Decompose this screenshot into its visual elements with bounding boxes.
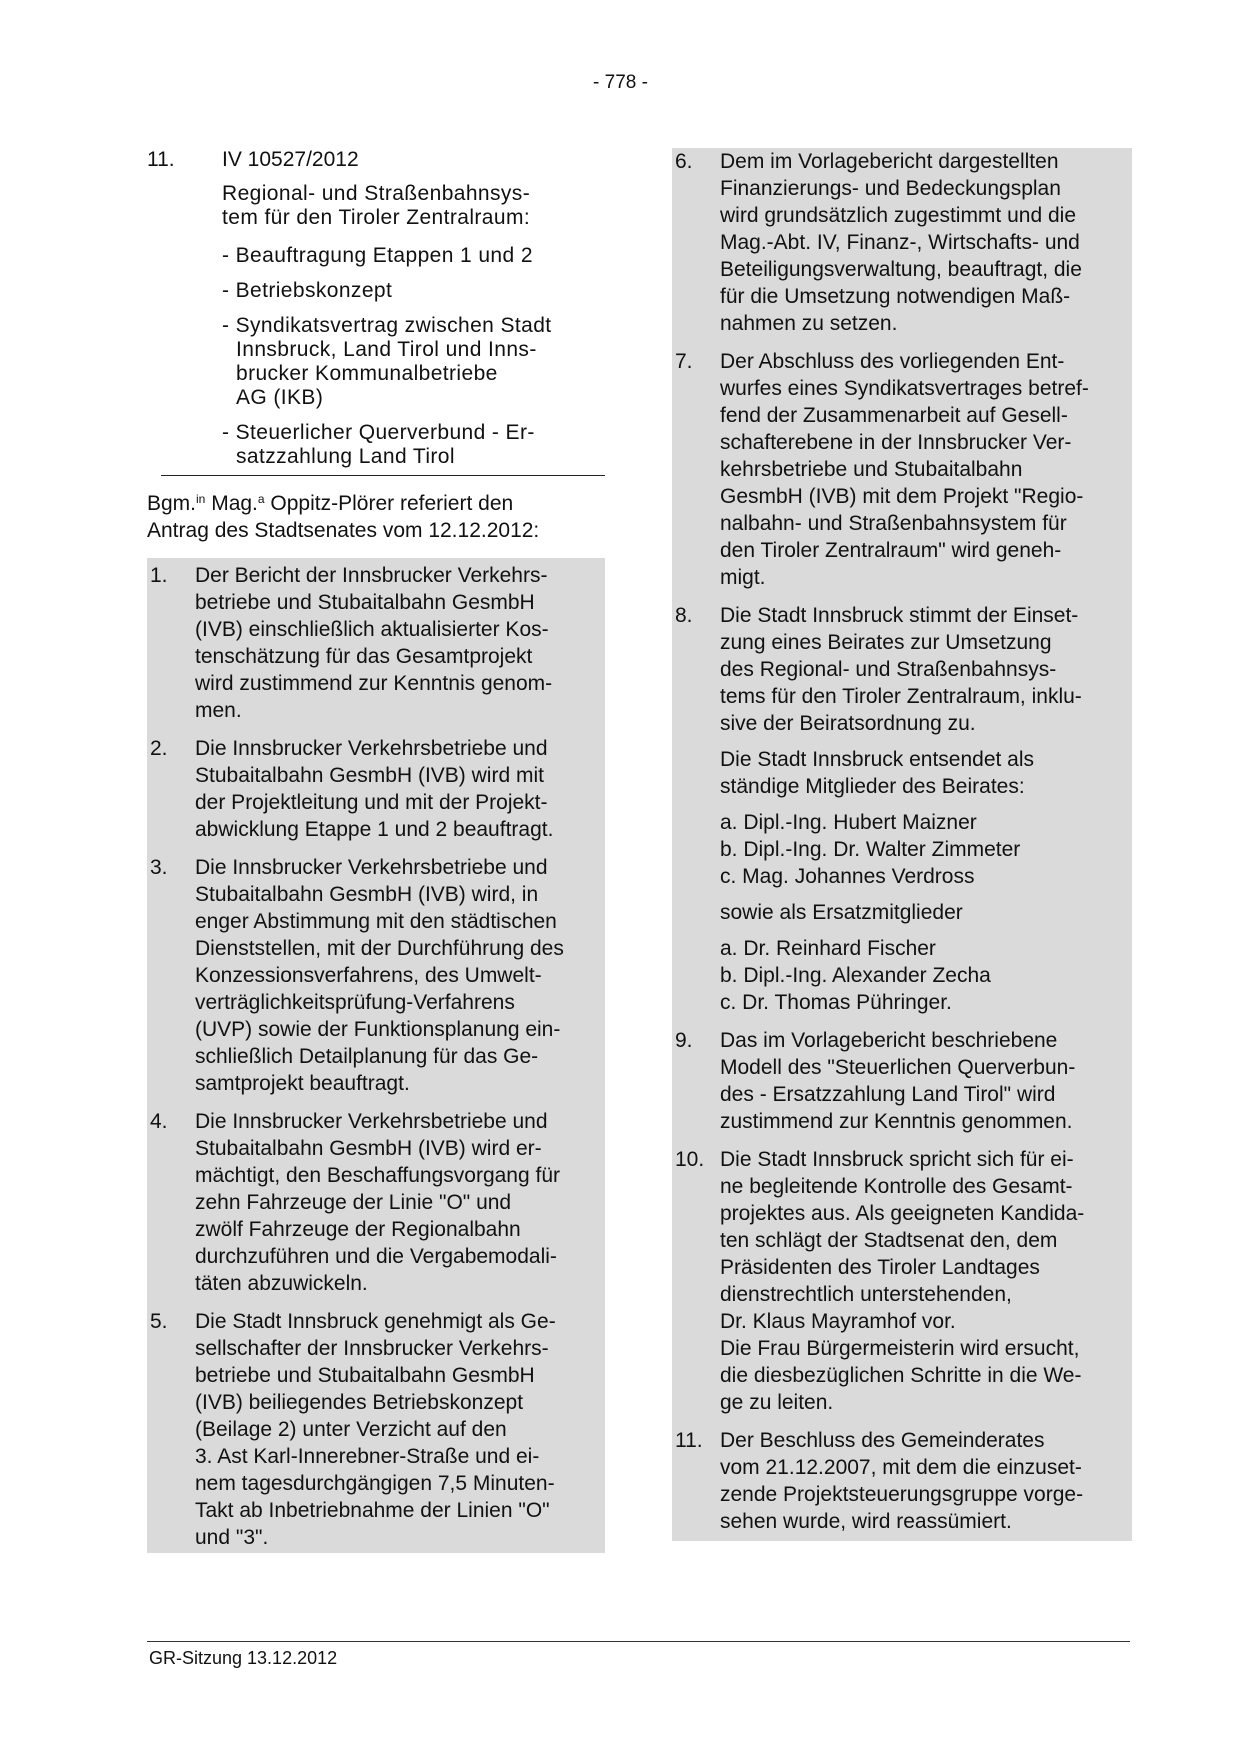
item-number: 6. [675, 150, 693, 173]
resolution-item [672, 1146, 1132, 1416]
title-divider [161, 475, 605, 476]
agenda-subitem: - Steuerlicher Querverbund - Er- satzzahlung Land Tirol [222, 421, 535, 468]
agenda-code: IV 10527/2012 [222, 148, 359, 171]
item-text: Die Stadt Innsbruck stimmt der Einset- zung eines Beirates zur Umsetzung des Regional- und Straßenbahnsys- tems für den Tiroler Zentralraum, inklu- sive der Beiratsordnung zu. [720, 604, 1082, 735]
resolution-item [672, 602, 1132, 1016]
item-text: Die Innsbrucker Verkehrsbetriebe und Stubaitalbahn GesmbH (IVB) wird er- mächtigt, den Beschaffungsvorgang für zehn Fahrzeuge der Linie "O" und zwölf Fahrzeuge der Regionalbahn durchzuführen und die Vergabemodali- täten abzuwickeln. [195, 1110, 561, 1295]
item-text: Das im Vorlagebericht beschriebene Modell des "Steuerlichen Querverbun- des - Ersatzzahlung Land Tirol" wird zustimmend zur Kenntnis genommen. [720, 1029, 1076, 1133]
footer-divider [147, 1641, 1130, 1642]
item-number: 4. [150, 1110, 168, 1133]
item-text: Die Stadt Innsbruck genehmigt als Ge- sellschafter der Innsbrucker Verkehrs- betriebe und Stubaitalbahn GesmbH (IVB) beiliegendes Betriebskonzept (Beilage 2) unter Verzicht auf den 3. Ast Karl-Innerebner-Straße und ei- nem tagesdurchgängigen 7,5 Minuten- Takt ab Inbetriebnahme der Linien "O" und "3". [195, 1310, 556, 1549]
resolution-item [147, 562, 605, 724]
item-number: 7. [675, 350, 693, 373]
agenda-subitem: - Betriebskonzept [222, 279, 393, 302]
agenda-number: 11. [147, 148, 175, 171]
page-number: - 778 - [593, 72, 648, 93]
item-text: Dem im Vorlagebericht dargestellten Finanzierungs- und Bedeckungsplan wird grundsätzlich zugestimmt und die Mag.-Abt. IV, Finanz-, Wirtschafts- und Beteiligungsverwaltung, beauftragt, die für die Umsetzung notwendigen Maß- nahmen zu setzen. [720, 150, 1082, 335]
item-text: Der Beschluss des Gemeinderates vom 21.12.2007, mit dem die einzuset- zende Projektsteuerungsgruppe vorge- sehen wurde, wird reassümiert. [720, 1429, 1084, 1533]
substitutes-intro: sowie als Ersatzmitglieder [720, 901, 963, 924]
item-number: 3. [150, 856, 168, 879]
members-list [720, 809, 1132, 890]
resolution-item [672, 348, 1132, 591]
item-text: Der Abschluss des vorliegenden Ent- wurfes eines Syndikatsvertrages betref- fend der Zusammenarbeit auf Gesell- schafterebene in der Innsbrucker Ver- kehrsbetriebe und Stubaitalbahn GesmbH (IVB) mit dem Projekt "Regio- nalbahn- und Straßenbahnsystem für den Tiroler Zentralraum" wird geneh- migt. [720, 350, 1089, 589]
resolution-item [672, 1027, 1132, 1135]
resolution-box-right [672, 148, 1132, 1541]
agenda-title: Regional- und Straßenbahnsys- tem für den Tiroler Zentralraum: [222, 182, 531, 229]
intro-bgm: Bgm. [147, 492, 197, 515]
substitute-entry: b. Dipl.-Ing. Alexander Zecha [720, 964, 991, 987]
item-text: Die Innsbrucker Verkehrsbetriebe und Stubaitalbahn GesmbH (IVB) wird, in enger Abstimmung mit den städtischen Dienststellen, mit der Durchführung des Konzessionsverfahrens, des Umwelt- verträglichkeitsprüfung-Verfahrens (UVP) sowie der Funktionsplanung ein- schließlich Detailplanung für das Ge- samtprojekt beauftragt. [195, 856, 564, 1095]
item-number: 10. [675, 1148, 705, 1171]
resolution-item [147, 1308, 605, 1551]
agenda-header [147, 146, 605, 182]
members-intro: Die Stadt Innsbruck entsendet als ständige Mitglieder des Beirates: [720, 748, 1035, 798]
left-column [147, 146, 605, 1553]
agenda-subitem: - Beauftragung Etappen 1 und 2 [222, 244, 533, 267]
intro-rest: Oppitz-Plörer referiert den Antrag des Stadtsenates vom 12.12.2012: [147, 492, 540, 542]
substitute-entry: a. Dr. Reinhard Fischer [720, 937, 936, 960]
intro-mag: Mag. [211, 492, 258, 515]
member-entry: a. Dipl.-Ing. Hubert Maizner [720, 811, 977, 834]
item-number: 1. [150, 564, 168, 587]
resolution-item [672, 148, 1132, 337]
intro-mag-sup: a [257, 492, 265, 506]
item-text: Der Bericht der Innsbrucker Verkehrs- betriebe und Stubaitalbahn GesmbH (IVB) einschließlich aktualisierter Kos- tenschätzung für das Gesamtprojekt wird zustimmend zur Kenntnis genom- men. [195, 564, 553, 722]
resolution-item [672, 1427, 1132, 1535]
footer-session-label: GR-Sitzung 13.12.2012 [149, 1648, 338, 1668]
item-number: 11. [675, 1429, 703, 1452]
right-column [672, 148, 1132, 1541]
member-entry: b. Dipl.-Ing. Dr. Walter Zimmeter [720, 838, 1021, 861]
intro-paragraph [147, 490, 605, 544]
resolution-item [147, 854, 605, 1097]
substitute-entry: c. Dr. Thomas Pühringer. [720, 991, 952, 1014]
member-entry: c. Mag. Johannes Verdross [720, 865, 975, 888]
resolution-box-left [147, 558, 605, 1553]
item-number: 8. [675, 604, 693, 627]
resolution-item [147, 735, 605, 843]
item-text: Die Stadt Innsbruck spricht sich für ei- ne begleitende Kontrolle des Gesamt- projektes aus. Als geeigneten Kandida- ten schlägt der Stadtsenat den, dem Präsidenten des Tiroler Landtages dienstrechtlich unterstehenden, Dr. Klaus Mayramhof vor. Die Frau Bürgermeisterin wird ersucht, die diesbezüglichen Schritte in die We- ge zu leiten. [720, 1148, 1085, 1414]
resolution-item [147, 1108, 605, 1297]
agenda-title-block [222, 182, 582, 469]
item-number: 2. [150, 737, 168, 760]
item-number: 9. [675, 1029, 693, 1052]
item-number: 5. [150, 1310, 168, 1333]
agenda-subitem: - Syndikatsvertrag zwischen Stadt Innsbruck, Land Tirol und Inns- brucker Kommunalbetriebe AG (IKB) [222, 314, 552, 409]
substitutes-list [720, 935, 1132, 1016]
intro-bgm-sup: in [196, 492, 206, 506]
item-text: Die Innsbrucker Verkehrsbetriebe und Stubaitalbahn GesmbH (IVB) wird mit der Projektleitung und mit der Projekt- abwicklung Etappe 1 und 2 beauftragt. [195, 737, 554, 841]
